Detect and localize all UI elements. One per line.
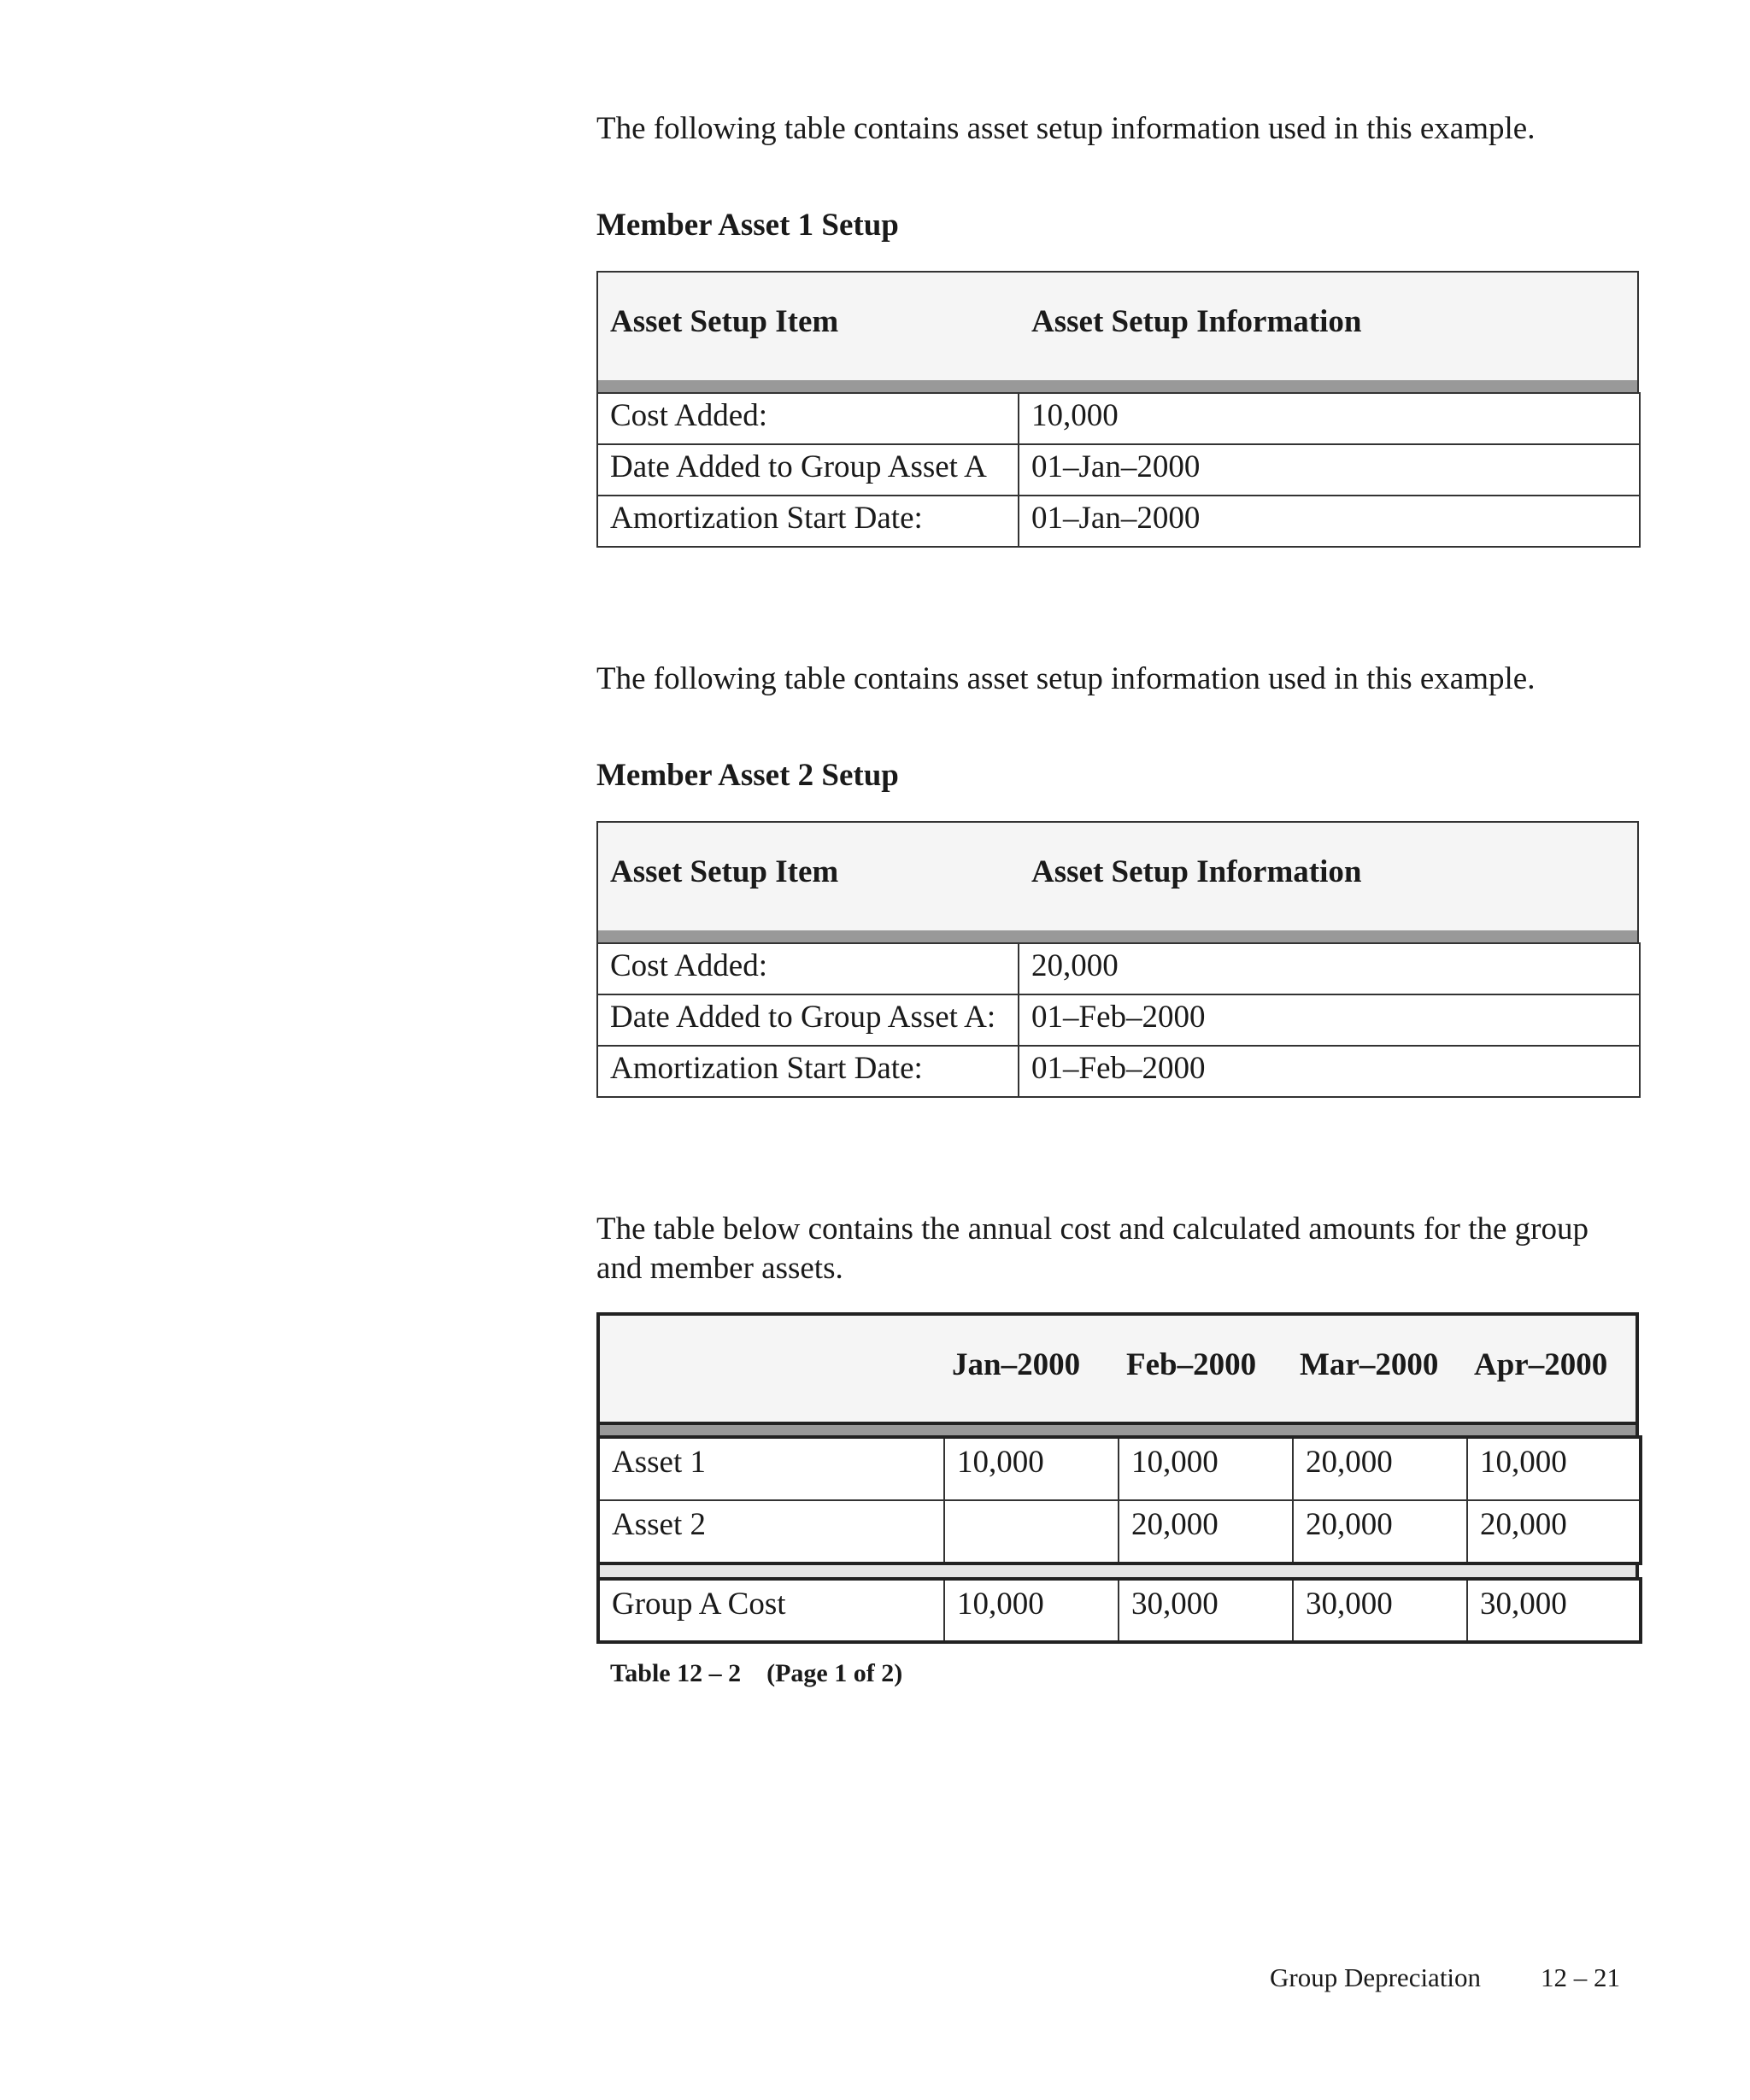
section2-title: Member Asset 2 Setup xyxy=(596,758,899,793)
column-header: Asset Setup Item xyxy=(610,304,839,339)
section1-intro: The following table contains asset setup information used in this example. xyxy=(596,111,1536,146)
table-body xyxy=(596,942,1641,1098)
footer-chapter: Group Depreciation xyxy=(1270,1962,1482,1992)
section3-intro: The table below contains the annual cost and calculated amounts for the group and member assets. xyxy=(596,1211,1589,1286)
cell-value: 20,000 xyxy=(1119,1500,1293,1563)
setup-info: 01–Jan–2000 xyxy=(1019,496,1640,547)
setup-info: 01–Feb–2000 xyxy=(1019,1046,1640,1097)
cell-value: 10,000 xyxy=(1119,1437,1293,1500)
table-row xyxy=(597,994,1640,1046)
cell-value: 10,000 xyxy=(944,1579,1119,1642)
cell-value: 30,000 xyxy=(1467,1579,1641,1642)
table-header xyxy=(596,1312,1639,1425)
setup-info: 10,000 xyxy=(1019,393,1640,444)
column-header: Asset Setup Information xyxy=(1031,854,1362,889)
setup-item: Amortization Start Date: xyxy=(597,1046,1019,1097)
cell-value: 20,000 xyxy=(1293,1437,1467,1500)
setup-item: Amortization Start Date: xyxy=(597,496,1019,547)
cell-value: 30,000 xyxy=(1119,1579,1293,1642)
total-divider xyxy=(596,1565,1639,1577)
setup-info: 20,000 xyxy=(1019,943,1640,994)
setup-item: Date Added to Group Asset A xyxy=(597,444,1019,496)
row-label: Group A Cost xyxy=(598,1579,944,1642)
header-divider xyxy=(596,380,1639,392)
member-asset-2-table xyxy=(596,821,1639,1098)
column-header: Asset Setup Information xyxy=(1031,304,1362,339)
column-header-feb: Feb–2000 xyxy=(1126,1347,1257,1382)
cell-value: 30,000 xyxy=(1293,1579,1467,1642)
table-row xyxy=(598,1437,1641,1500)
cell-value: 10,000 xyxy=(1467,1437,1641,1500)
cell-value: 20,000 xyxy=(1293,1500,1467,1563)
cost-table xyxy=(596,1312,1639,1644)
row-label: Asset 1 xyxy=(598,1437,944,1500)
table-header xyxy=(596,821,1639,930)
section1-title: Member Asset 1 Setup xyxy=(596,208,899,243)
total-row-table xyxy=(596,1577,1642,1644)
table-body xyxy=(596,392,1641,548)
setup-item: Cost Added: xyxy=(597,943,1019,994)
section2-intro: The following table contains asset setup information used in this example. xyxy=(596,661,1536,696)
table-header xyxy=(596,271,1639,380)
table-row xyxy=(597,943,1640,994)
column-header-apr: Apr–2000 xyxy=(1474,1347,1608,1382)
column-header-jan: Jan–2000 xyxy=(952,1347,1081,1382)
row-label: Asset 2 xyxy=(598,1500,944,1563)
total-row xyxy=(598,1579,1641,1642)
cell-value: 10,000 xyxy=(944,1437,1119,1500)
footer-page-number: 12 – 21 xyxy=(1541,1962,1620,1992)
table-row xyxy=(598,1500,1641,1563)
column-header: Asset Setup Item xyxy=(610,854,839,889)
table-row xyxy=(597,496,1640,547)
asset-rows xyxy=(596,1435,1642,1565)
table-row xyxy=(597,444,1640,496)
setup-info: 01–Jan–2000 xyxy=(1019,444,1640,496)
header-divider xyxy=(596,1425,1639,1435)
setup-item: Date Added to Group Asset A: xyxy=(597,994,1019,1046)
column-header-mar: Mar–2000 xyxy=(1300,1347,1439,1382)
cell-value: 20,000 xyxy=(1467,1500,1641,1563)
setup-info: 01–Feb–2000 xyxy=(1019,994,1640,1046)
member-asset-1-table xyxy=(596,271,1639,548)
cell-value xyxy=(944,1500,1119,1563)
header-divider xyxy=(596,930,1639,942)
table-caption: Table 12 – 2 (Page 1 of 2) xyxy=(610,1659,903,1687)
setup-item: Cost Added: xyxy=(597,393,1019,444)
table-row xyxy=(597,393,1640,444)
table-row xyxy=(597,1046,1640,1097)
